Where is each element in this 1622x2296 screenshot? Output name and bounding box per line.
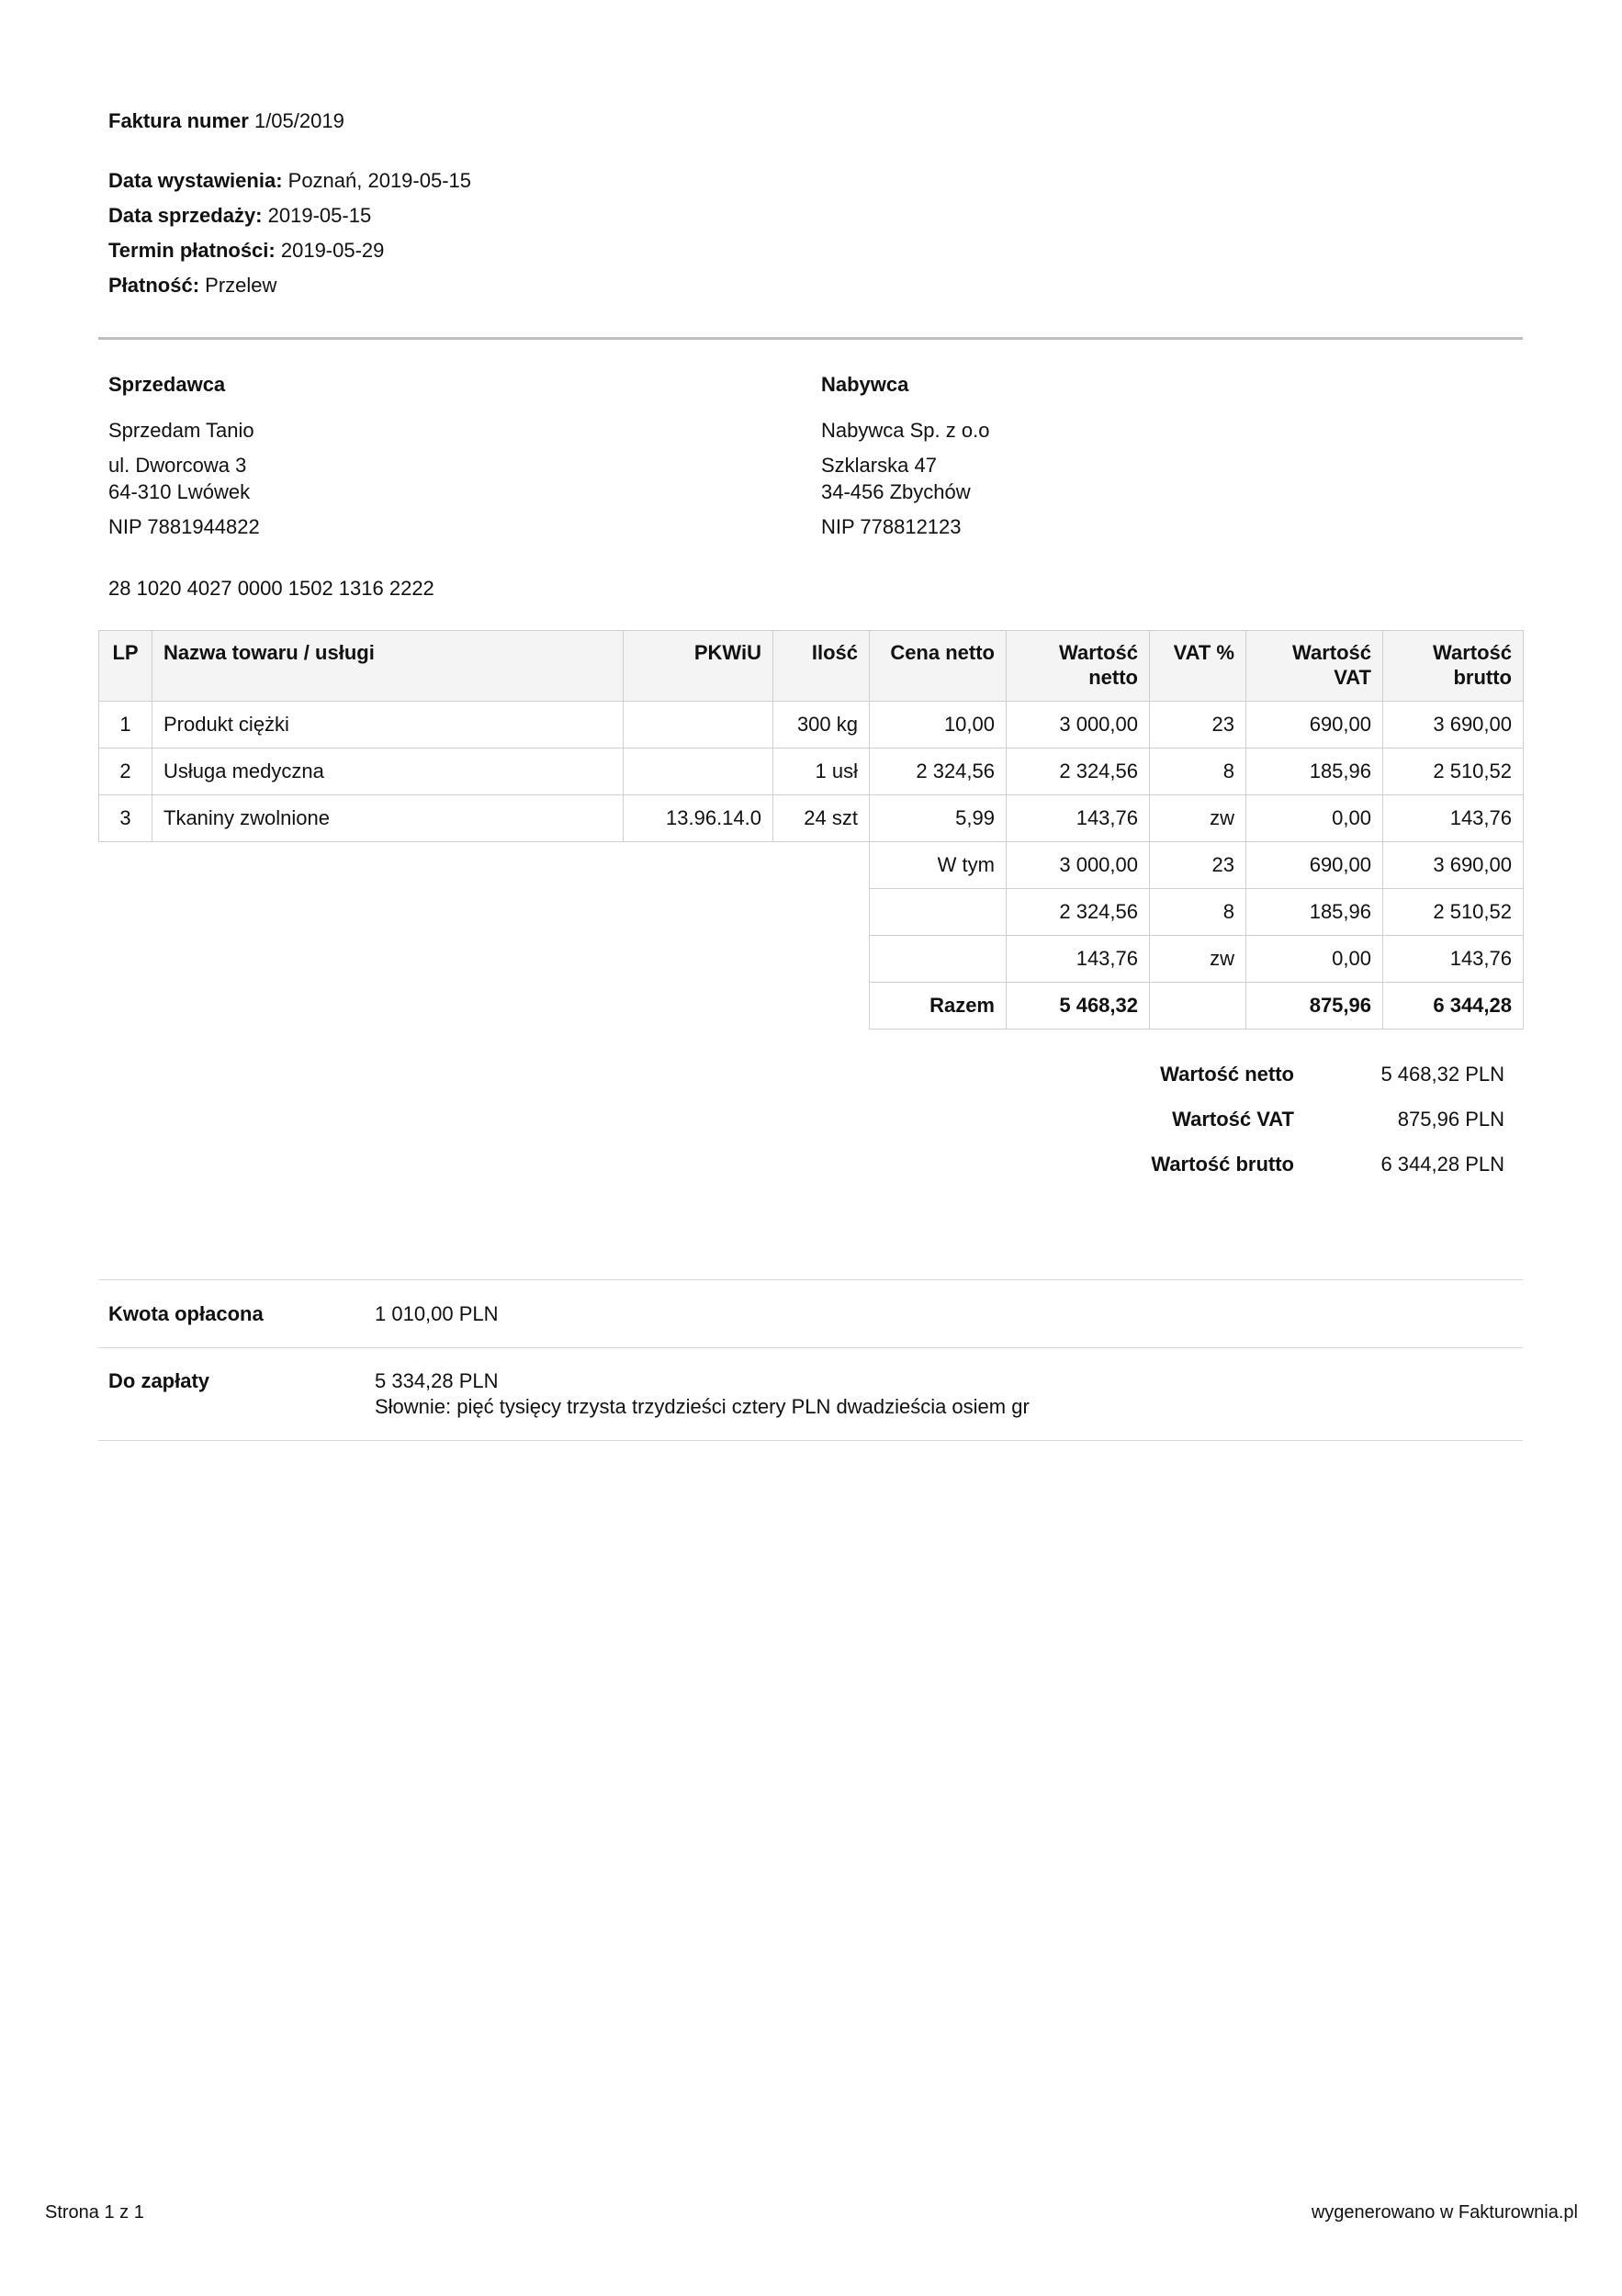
bank-account: 28 1020 4027 0000 1502 1316 2222 — [108, 577, 434, 600]
row-vat-value: 185,96 — [1246, 748, 1383, 795]
breakdown-brutto: 2 510,52 — [1383, 889, 1524, 936]
col-header-name: Nazwa towaru / usługi — [152, 631, 624, 702]
summary-brutto-value: 6 344,28 PLN — [1380, 1153, 1504, 1176]
page-number: Strona 1 z 1 — [45, 2202, 144, 2223]
row-lp: 2 — [99, 748, 152, 795]
paid-label: Kwota opłacona — [108, 1302, 264, 1325]
amount-in-words: Słownie: pięć tysięcy trzysta trzydzieści cztery PLN dwadzieścia osiem gr — [375, 1395, 1030, 1418]
breakdown-brutto: 3 690,00 — [1383, 842, 1524, 889]
breakdown-vat-rate: 8 — [1150, 889, 1246, 936]
seller-city: 64-310 Lwówek — [108, 480, 251, 503]
breakdown-label: W tym — [870, 842, 1007, 889]
row-pkwiu: 13.96.14.0 — [624, 795, 773, 842]
payment-divider-bottom — [98, 1440, 1523, 1441]
row-name: Tkaniny zwolnione — [152, 795, 624, 842]
due-date: Termin płatności: 2019-05-29 — [108, 239, 385, 262]
summary-vat-value: 875,96 PLN — [1397, 1108, 1504, 1131]
col-header-vat-rate: VAT % — [1150, 631, 1246, 702]
buyer-heading: Nabywca — [821, 373, 909, 396]
breakdown-vat-value: 690,00 — [1246, 842, 1383, 889]
table-row — [99, 748, 1524, 795]
payment-divider-middle — [98, 1347, 1523, 1348]
sale-date: Data sprzedaży: 2019-05-15 — [108, 204, 372, 227]
row-vat-rate: 23 — [1150, 702, 1246, 748]
row-brutto: 143,76 — [1383, 795, 1524, 842]
total-row — [99, 983, 1524, 1030]
row-vat-rate: 8 — [1150, 748, 1246, 795]
breakdown-row — [99, 842, 1524, 889]
row-name: Produkt ciężki — [152, 702, 624, 748]
generated-by: wygenerowano w Fakturownia.pl — [1311, 2202, 1578, 2223]
seller-name: Sprzedam Tanio — [108, 419, 254, 442]
breakdown-vat-value: 0,00 — [1246, 936, 1383, 983]
col-header-price: Cena netto — [870, 631, 1007, 702]
row-name: Usługa medyczna — [152, 748, 624, 795]
paid-value: 1 010,00 PLN — [375, 1302, 499, 1325]
breakdown-netto: 3 000,00 — [1007, 842, 1150, 889]
seller-street: ul. Dworcowa 3 — [108, 454, 247, 477]
row-qty: 24 szt — [773, 795, 870, 842]
summary-brutto-label: Wartość brutto — [1151, 1153, 1294, 1176]
summary-netto-value: 5 468,32 PLN — [1380, 1063, 1504, 1086]
total-vat-value: 875,96 — [1246, 983, 1383, 1030]
summary-vat-label: Wartość VAT — [1172, 1108, 1294, 1131]
row-vat-value: 0,00 — [1246, 795, 1383, 842]
row-brutto: 2 510,52 — [1383, 748, 1524, 795]
row-netto: 143,76 — [1007, 795, 1150, 842]
buyer-street: Szklarska 47 — [821, 454, 937, 477]
invoice-title: Faktura numer 1/05/2019 — [108, 109, 344, 132]
seller-nip: NIP 7881944822 — [108, 515, 260, 538]
breakdown-row — [99, 936, 1524, 983]
total-brutto: 6 344,28 — [1383, 983, 1524, 1030]
table-row — [99, 702, 1524, 748]
header-divider — [98, 337, 1523, 340]
breakdown-vat-rate: zw — [1150, 936, 1246, 983]
total-netto: 5 468,32 — [1007, 983, 1150, 1030]
summary-netto-label: Wartość netto — [1160, 1063, 1294, 1086]
table-row — [99, 795, 1524, 842]
row-pkwiu — [624, 702, 773, 748]
breakdown-vat-value: 185,96 — [1246, 889, 1383, 936]
col-header-netto: Wartość netto — [1007, 631, 1150, 702]
row-pkwiu — [624, 748, 773, 795]
payment-method: Płatność: Przelew — [108, 274, 277, 297]
row-qty: 1 usł — [773, 748, 870, 795]
items-table — [98, 630, 1524, 1030]
row-vat-value: 690,00 — [1246, 702, 1383, 748]
breakdown-netto: 143,76 — [1007, 936, 1150, 983]
row-lp: 3 — [99, 795, 152, 842]
buyer-city: 34-456 Zbychów — [821, 480, 971, 503]
buyer-name: Nabywca Sp. z o.o — [821, 419, 990, 442]
issue-date: Data wystawienia: Poznań, 2019-05-15 — [108, 169, 472, 192]
due-value: 5 334,28 PLN — [375, 1369, 499, 1392]
row-qty: 300 kg — [773, 702, 870, 748]
row-netto: 3 000,00 — [1007, 702, 1150, 748]
row-brutto: 3 690,00 — [1383, 702, 1524, 748]
row-netto: 2 324,56 — [1007, 748, 1150, 795]
row-price: 2 324,56 — [870, 748, 1007, 795]
row-price: 5,99 — [870, 795, 1007, 842]
breakdown-brutto: 143,76 — [1383, 936, 1524, 983]
col-header-pkwiu: PKWiU — [624, 631, 773, 702]
row-price: 10,00 — [870, 702, 1007, 748]
breakdown-row — [99, 889, 1524, 936]
col-header-vat-value: Wartość VAT — [1246, 631, 1383, 702]
total-label: Razem — [870, 983, 1007, 1030]
seller-heading: Sprzedawca — [108, 373, 226, 396]
row-vat-rate: zw — [1150, 795, 1246, 842]
buyer-nip: NIP 778812123 — [821, 515, 962, 538]
breakdown-vat-rate: 23 — [1150, 842, 1246, 889]
breakdown-netto: 2 324,56 — [1007, 889, 1150, 936]
row-lp: 1 — [99, 702, 152, 748]
col-header-lp: LP — [99, 631, 152, 702]
payment-divider-top — [98, 1279, 1523, 1280]
due-label: Do zapłaty — [108, 1369, 210, 1392]
col-header-qty: Ilość — [773, 631, 870, 702]
total-vat-rate — [1150, 983, 1246, 1030]
table-header-row — [99, 631, 1524, 702]
col-header-brutto: Wartość brutto — [1383, 631, 1524, 702]
